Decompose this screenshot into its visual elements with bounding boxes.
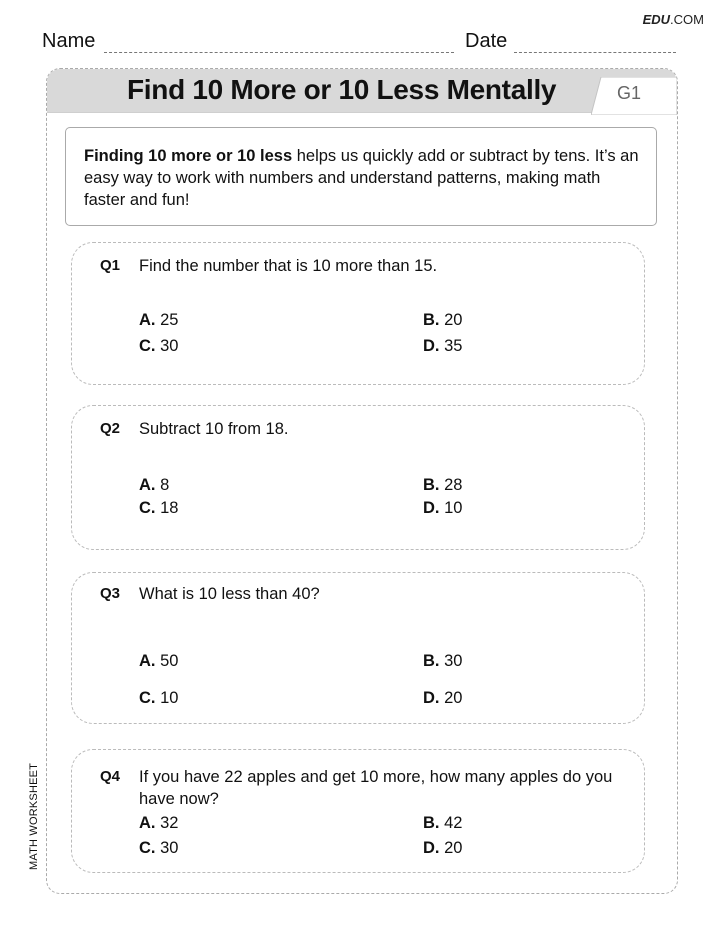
option-b[interactable] [423,311,462,330]
option-d[interactable] [423,499,462,518]
option-b[interactable] [423,814,462,833]
option-a[interactable] [139,476,169,495]
option-c[interactable] [139,839,178,858]
option-value: 50 [160,652,179,670]
option-letter: B. [423,814,440,832]
option-b[interactable] [423,652,462,671]
worksheet-card [46,68,678,894]
option-c[interactable] [139,337,178,356]
option-letter: B. [423,652,440,670]
option-value: 25 [160,311,179,329]
option-value: 20 [444,839,463,857]
grade-label: G1 [617,83,642,103]
option-d[interactable] [423,337,462,356]
option-letter: B. [423,476,440,494]
option-letter: D. [423,337,440,355]
date-label: Date [465,30,508,52]
option-d[interactable] [423,839,462,858]
option-value: 10 [160,689,179,707]
option-a[interactable] [139,311,178,330]
option-value: 28 [444,476,463,494]
option-letter: A. [139,814,156,832]
option-c[interactable] [139,499,178,518]
question-card-1 [71,242,645,385]
option-value: 42 [444,814,463,832]
brand-logo-bold: EDU [642,12,671,27]
question-text: What is 10 less than 40? [139,585,320,603]
side-label: MATH WORKSHEET [28,762,40,870]
option-value: 30 [160,337,179,355]
worksheet-title: Find 10 More or 10 Less Mentally [127,74,557,105]
option-value: 30 [444,652,463,670]
option-letter: D. [423,839,440,857]
question-number: Q4 [100,768,121,785]
question-card-3 [71,572,645,724]
option-d[interactable] [423,689,462,708]
option-letter: A. [139,652,156,670]
option-value: 30 [160,839,179,857]
option-letter: B. [423,311,440,329]
intro-box [65,127,657,226]
option-letter: C. [139,839,156,857]
title-bar [47,69,677,113]
option-value: 8 [160,476,170,494]
option-letter: C. [139,499,156,517]
option-c[interactable] [139,689,178,708]
brand-logo [643,12,704,27]
date-field[interactable] [514,52,676,53]
question-card-4 [71,749,645,873]
option-letter: C. [139,689,156,707]
name-label: Name [42,30,96,52]
grade-tab [591,77,677,115]
question-text: If you have 22 apples and get 10 more, how many apples do you have now? [139,768,613,808]
option-b[interactable] [423,476,462,495]
option-letter: A. [139,311,156,329]
question-card-2 [71,405,645,550]
name-date-row [42,30,676,54]
name-field[interactable] [104,52,454,53]
option-letter: A. [139,476,156,494]
question-text: Subtract 10 from 18. [139,420,289,438]
question-number: Q1 [100,257,121,274]
option-value: 35 [444,337,463,355]
option-letter: D. [423,499,440,517]
option-a[interactable] [139,814,178,833]
question-number: Q2 [100,420,121,437]
option-letter: D. [423,689,440,707]
option-value: 18 [160,499,179,517]
option-a[interactable] [139,652,178,671]
intro-bold: Finding 10 more or 10 less [84,147,293,165]
intro-text: helps us quickly add or subtract by tens. It’s an easy way to work with numbers and understand patterns, making math faster and fun! [84,147,639,209]
option-value: 10 [444,499,463,517]
option-value: 20 [444,311,463,329]
option-value: 32 [160,814,179,832]
question-text: Find the number that is 10 more than 15. [139,257,438,275]
option-letter: C. [139,337,156,355]
brand-logo-suffix: .COM [670,12,704,27]
option-value: 20 [444,689,463,707]
question-number: Q3 [100,585,121,602]
